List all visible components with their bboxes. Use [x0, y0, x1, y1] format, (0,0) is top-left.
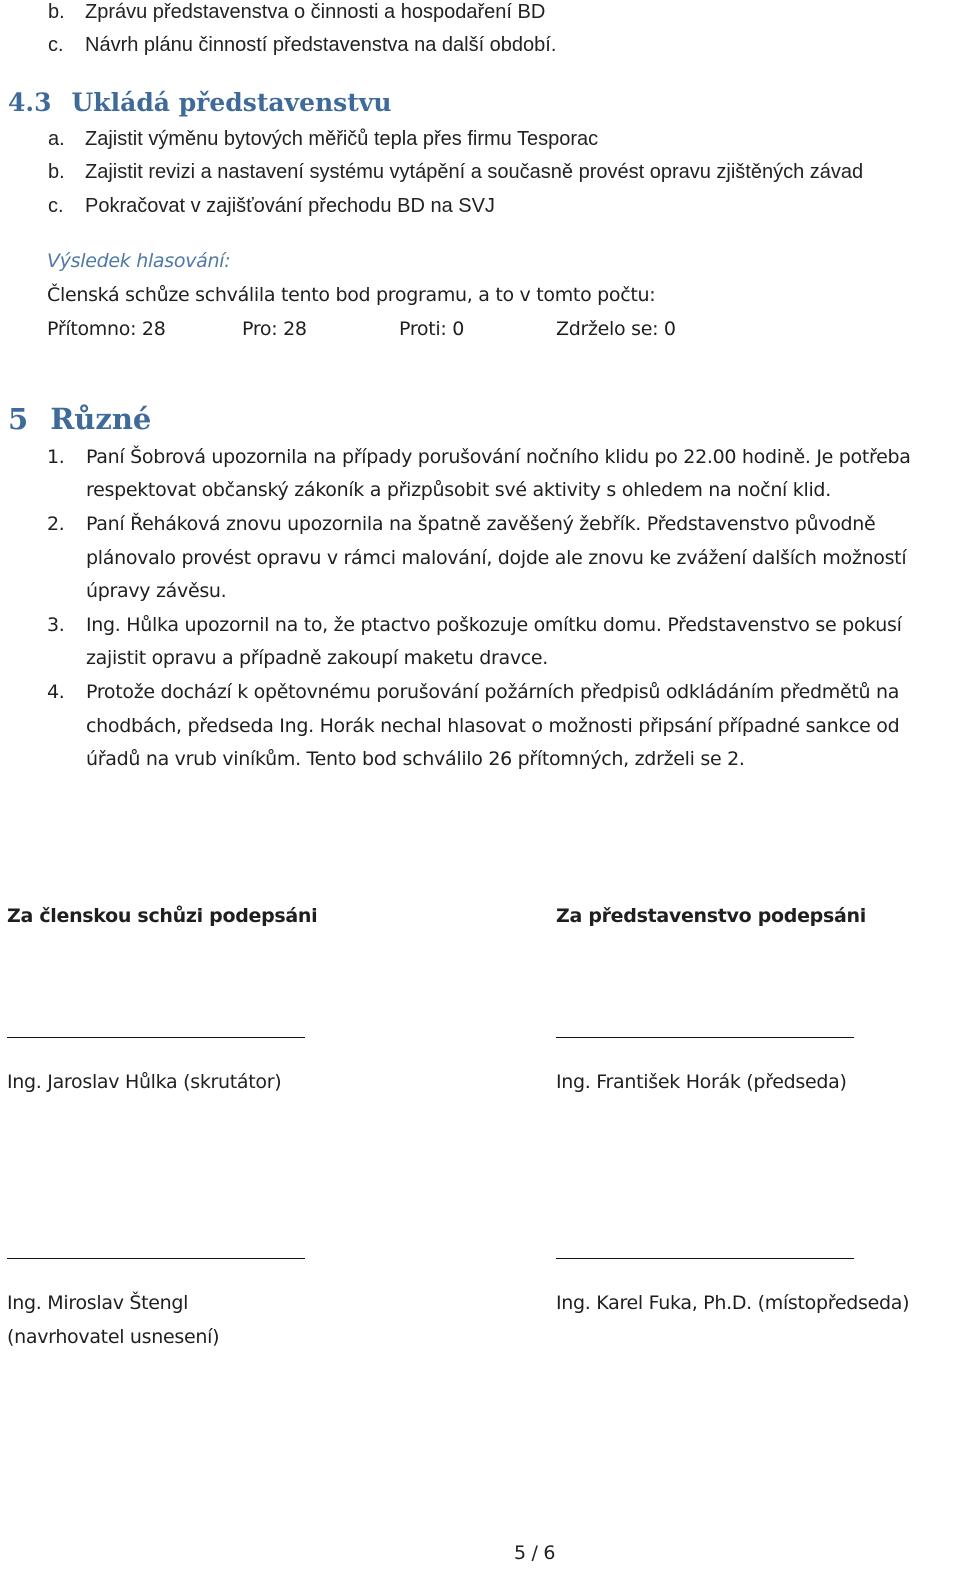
- item-line: zajistit opravu a případně zakoupí maketu dravce.: [86, 647, 549, 669]
- list-item-text: Pokračovat v zajišťování přechodu BD na SVJ: [85, 195, 495, 217]
- list-item-text: Návrh plánu činností představenstva na další období.: [85, 34, 557, 56]
- item-line: Ing. Hůlka upozornil na to, že ptactvo poškozuje omítku domu. Představenstvo se pokusí: [86, 614, 902, 636]
- item-line: úřadů na vrub viníkům. Tento bod schválilo 26 přítomných, zdrželi se 2.: [86, 748, 745, 770]
- list-marker: c.: [48, 195, 64, 217]
- item-line: plánovalo provést opravu v rámci malování, dojde ale znovu ke zvážení dalších možností: [86, 547, 907, 569]
- top-list-item-c: [48, 34, 556, 57]
- list-marker: 3.: [47, 614, 65, 636]
- section-4-3-item-c: [48, 195, 495, 218]
- vote-for: Pro: 28: [242, 318, 307, 340]
- item-line: úpravy závěsu.: [86, 580, 227, 602]
- section-number: 4.3: [8, 88, 52, 117]
- item-line: Protože dochází k opětovnému porušování požárních předpisů odkládáním předmětů na: [86, 681, 900, 703]
- vote-sentence: Členská schůze schválila tento bod programu, a to v tomto počtu:: [47, 284, 656, 306]
- list-marker: b.: [48, 161, 65, 183]
- vote-present: Přítomno: 28: [47, 318, 166, 340]
- list-marker: c.: [48, 34, 64, 56]
- list-marker: 4.: [47, 681, 65, 703]
- vote-abstain: Zdrželo se: 0: [556, 318, 676, 340]
- list-item-text: Zajistit revizi a nastavení systému vytápění a současně provést opravu zjištěných závad: [85, 161, 864, 183]
- signature-line: [556, 1037, 854, 1038]
- signatory-left-2: Ing. Miroslav Štengl: [7, 1292, 189, 1314]
- section-5-heading: [8, 402, 151, 436]
- vote-result-label: Výsledek hlasování:: [47, 250, 231, 272]
- section-4-3-item-b: [48, 161, 863, 184]
- item-line: respektovat občanský zákoník a přizpůsobit své aktivity s ohledem na noční klid.: [86, 479, 831, 501]
- list-marker: a.: [48, 128, 65, 150]
- signature-line: [7, 1037, 305, 1038]
- section-title: Ukládá představenstvu: [71, 88, 392, 117]
- signature-line: [7, 1258, 305, 1259]
- list-marker: 1.: [47, 446, 65, 468]
- signatory-right-2: Ing. Karel Fuka, Ph.D. (místopředseda): [556, 1292, 910, 1314]
- top-list-item-b: [48, 1, 545, 24]
- section-title: Různé: [50, 402, 152, 436]
- signatures-right-heading: Za představenstvo podepsáni: [556, 905, 866, 927]
- signatures-left-heading: Za členskou schůzi podepsáni: [7, 905, 318, 927]
- section-4-3-heading: [8, 88, 392, 117]
- section-number: 5: [8, 402, 29, 436]
- item-line: Paní Šobrová upozornila na případy porušování nočního klidu po 22.00 hodině. Je potřeba: [86, 446, 911, 468]
- vote-against: Proti: 0: [399, 318, 464, 340]
- signature-line: [556, 1258, 854, 1259]
- list-marker: b.: [48, 1, 65, 23]
- signatory-left-1: Ing. Jaroslav Hůlka (skrutátor): [7, 1071, 282, 1093]
- list-item-text: Zprávu představenstva o činnosti a hospodaření BD: [85, 1, 546, 23]
- section-4-3-item-a: [48, 128, 598, 151]
- signatory-left-2-role: (navrhovatel usnesení): [7, 1326, 220, 1348]
- list-item-text: Zajistit výměnu bytových měřičů tepla přes firmu Tesporac: [85, 128, 599, 150]
- signatory-right-1: Ing. František Horák (předseda): [556, 1071, 847, 1093]
- page-number: 5 / 6: [514, 1542, 556, 1564]
- list-marker: 2.: [47, 513, 65, 535]
- item-line: chodbách, předseda Ing. Horák nechal hlasovat o možnosti připsání případné sankce od: [86, 715, 900, 737]
- item-line: Paní Řeháková znovu upozornila na špatně zavěšený žebřík. Představenstvo původně: [86, 513, 876, 535]
